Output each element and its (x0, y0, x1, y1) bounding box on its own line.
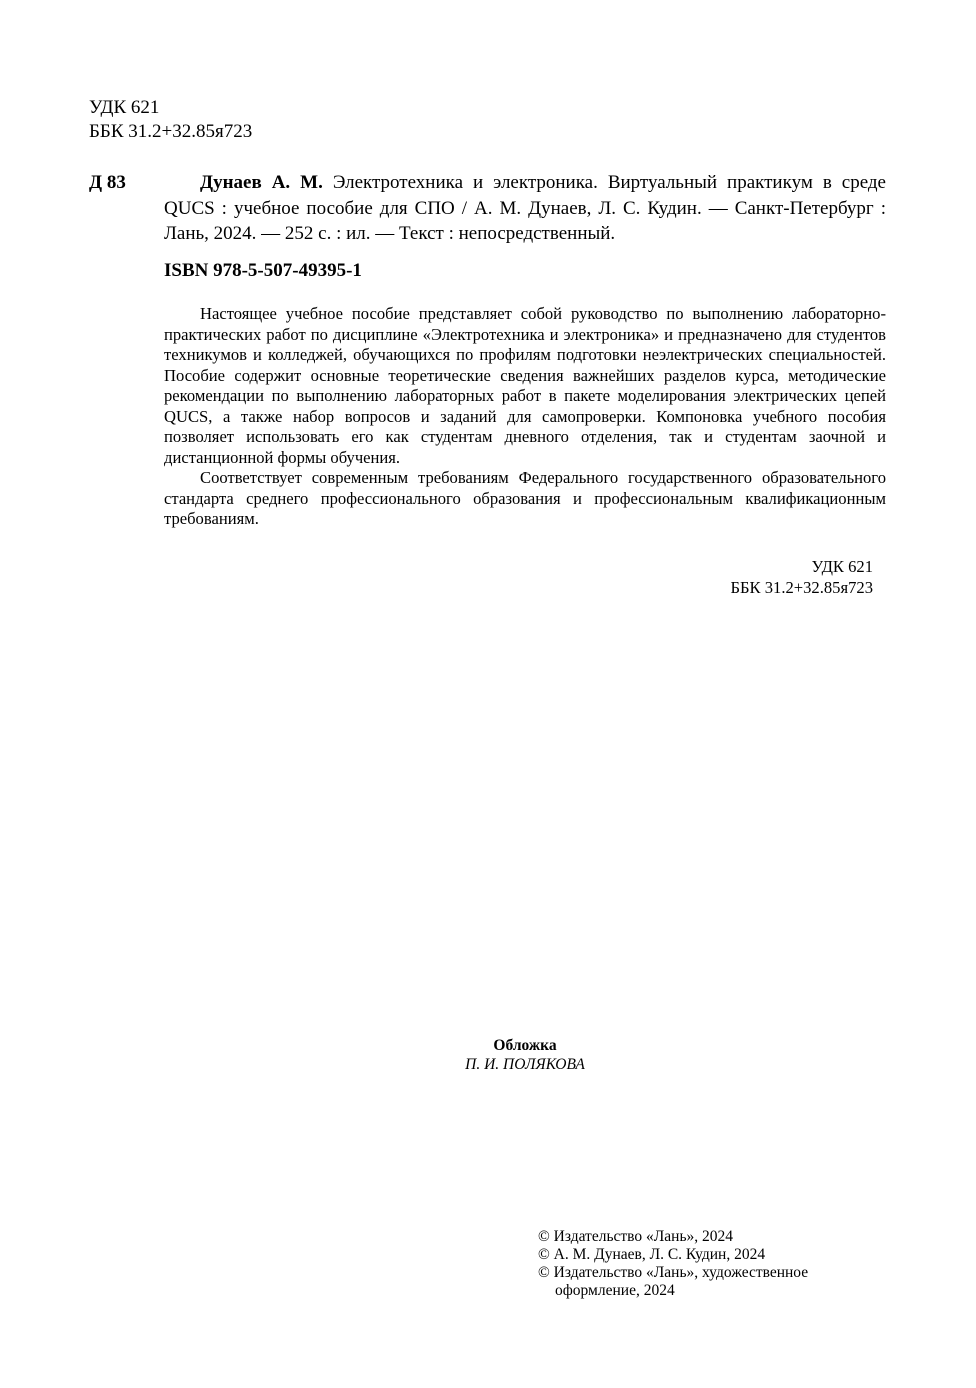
author-name: Дунаев А. М. (200, 172, 323, 193)
copyright-block (538, 1228, 858, 1300)
udk-code-repeat: УДК 621 (811, 557, 873, 576)
cover-credit (400, 1036, 650, 1074)
bbk-code: ББК 31.2+32.85я723 (89, 121, 253, 142)
cover-designer: П. И. ПОЛЯКОВА (465, 1056, 585, 1073)
bbk-code-repeat: ББК 31.2+32.85я723 (730, 578, 873, 597)
cover-title: Обложка (493, 1037, 557, 1054)
annotation-paragraph: Настоящее учебное пособие представляет собой руководство по выполнению лабораторно-практических работ по дисциплине «Электротехника и электроника» и предназначено для студентов техникумов и колледжей, обучающихся по профилям подготовки неэлектрических специальностей. Пособие содержит основные теоретические сведения важнейших разделов курса, методические рекомендации по выполнению лабораторных работ в пакете моделирования электрических цепей QUCS, а также набор вопросов и заданий для самопроверки. Компоновка учебного пособия позволяет использовать его как студентам дневного отделения, так и студентам заочной и дистанционной формы обучения. (164, 304, 886, 467)
copyright-line: © Издательство «Лань», 2024 (538, 1228, 734, 1245)
udk-code: УДК 621 (89, 97, 160, 118)
description-text: Электротехника и электроника. Виртуальный практикум в среде QUCS : учебное пособие для СПО / А. М. Дунаев, Л. С. Кудин. — Санкт-Петербург : Лань, 2024. — 252 с. : ил. — Текст : непосредственный. (164, 172, 886, 244)
bibliographic-description (164, 170, 886, 247)
copyright-line: оформление, 2024 (555, 1282, 675, 1299)
classification-bottom (640, 556, 873, 598)
annotation-paragraph: Соответствует современным требованиям Федерального государственного образовательного стандарта среднего профессионального образования и профессиональным квалификационным требованиям. (164, 468, 886, 528)
isbn: ISBN 978-5-507-49395-1 (164, 260, 362, 281)
author-mark: Д 83 (89, 172, 126, 193)
annotation (164, 304, 886, 530)
classification-top (89, 96, 252, 144)
copyright-line: © А. М. Дунаев, Л. С. Кудин, 2024 (538, 1246, 766, 1263)
copyright-line: © Издательство «Лань», художественное (538, 1264, 809, 1281)
